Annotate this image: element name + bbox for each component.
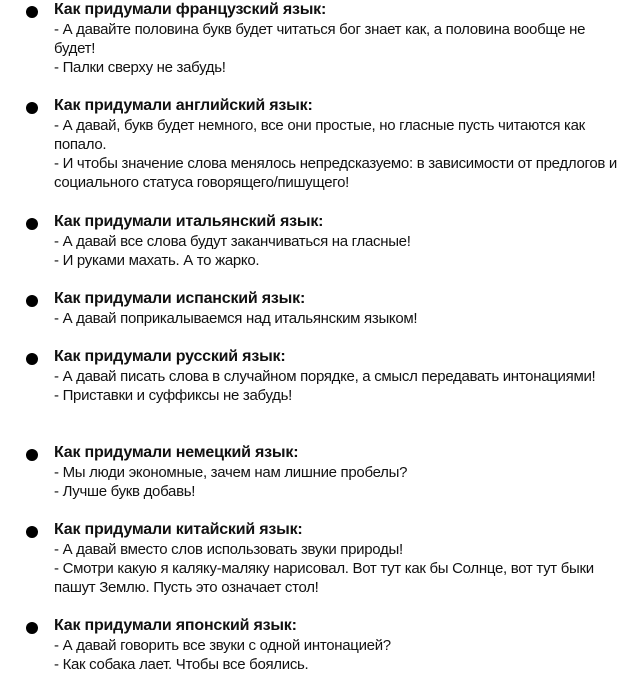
section-line: - И чтобы значение слова менялось непредсказуемо: в зависимости от предлогов и социального статуса говорящего/пишущего! xyxy=(54,155,617,191)
section-line: - И руками махать. А то жарко. xyxy=(54,252,260,269)
bullet-icon xyxy=(26,6,38,18)
section-line: - А давай говорить все звуки с одной интонацией? xyxy=(54,637,391,654)
section-japanese xyxy=(0,616,626,674)
bullet-icon xyxy=(26,449,38,461)
bullet-icon xyxy=(26,218,38,230)
section-line: - Лучше букв добавь! xyxy=(54,483,196,500)
section-line: - А давай, букв будет немного, все они простые, но гласные пусть читаются как попало. xyxy=(54,117,585,153)
section-spanish xyxy=(0,289,626,328)
bullet-icon xyxy=(26,353,38,365)
section-line: - А давайте половина букв будет читаться бог знает как, а половина вообще не будет! xyxy=(54,21,586,57)
section-german xyxy=(0,443,626,501)
section-heading: Как придумали китайский язык: xyxy=(54,521,303,538)
section-heading: Как придумали японский язык: xyxy=(54,617,297,634)
section-line: - Мы люди экономные, зачем нам лишние пробелы? xyxy=(54,464,408,481)
section-english xyxy=(0,96,626,192)
bullet-icon xyxy=(26,295,38,307)
section-heading: Как придумали английский язык: xyxy=(54,97,313,114)
section-heading: Как придумали испанский язык: xyxy=(54,290,306,307)
section-line: - А давай поприкалываемся над итальянским языком! xyxy=(54,310,418,327)
section-line: - А давай все слова будут заканчиваться на гласные! xyxy=(54,233,411,250)
section-italian xyxy=(0,212,626,270)
section-russian xyxy=(0,347,626,405)
section-heading: Как придумали итальянский язык: xyxy=(54,213,324,230)
section-heading: Как придумали немецкий язык: xyxy=(54,444,299,461)
section-heading: Как придумали французский язык: xyxy=(54,1,327,18)
section-line: - Смотри какую я каляку-маляку нарисовал. Вот тут как бы Солнце, вот тут быки пашут Землю. Пусть это означает стол! xyxy=(54,560,594,596)
section-line: - Как собака лает. Чтобы все боялись. xyxy=(54,656,309,673)
section-heading: Как придумали русский язык: xyxy=(54,348,286,365)
section-line: - А давай вместо слов использовать звуки природы! xyxy=(54,541,403,558)
section-line: - Приставки и суффиксы не забудь! xyxy=(54,387,293,404)
bullet-icon xyxy=(26,622,38,634)
section-french xyxy=(0,0,626,77)
section-chinese xyxy=(0,520,626,597)
section-line: - А давай писать слова в случайном порядке, а смысл передавать интонациями! xyxy=(54,368,596,385)
bullet-icon xyxy=(26,526,38,538)
bullet-icon xyxy=(26,102,38,114)
section-line: - Палки сверху не забудь! xyxy=(54,59,226,76)
